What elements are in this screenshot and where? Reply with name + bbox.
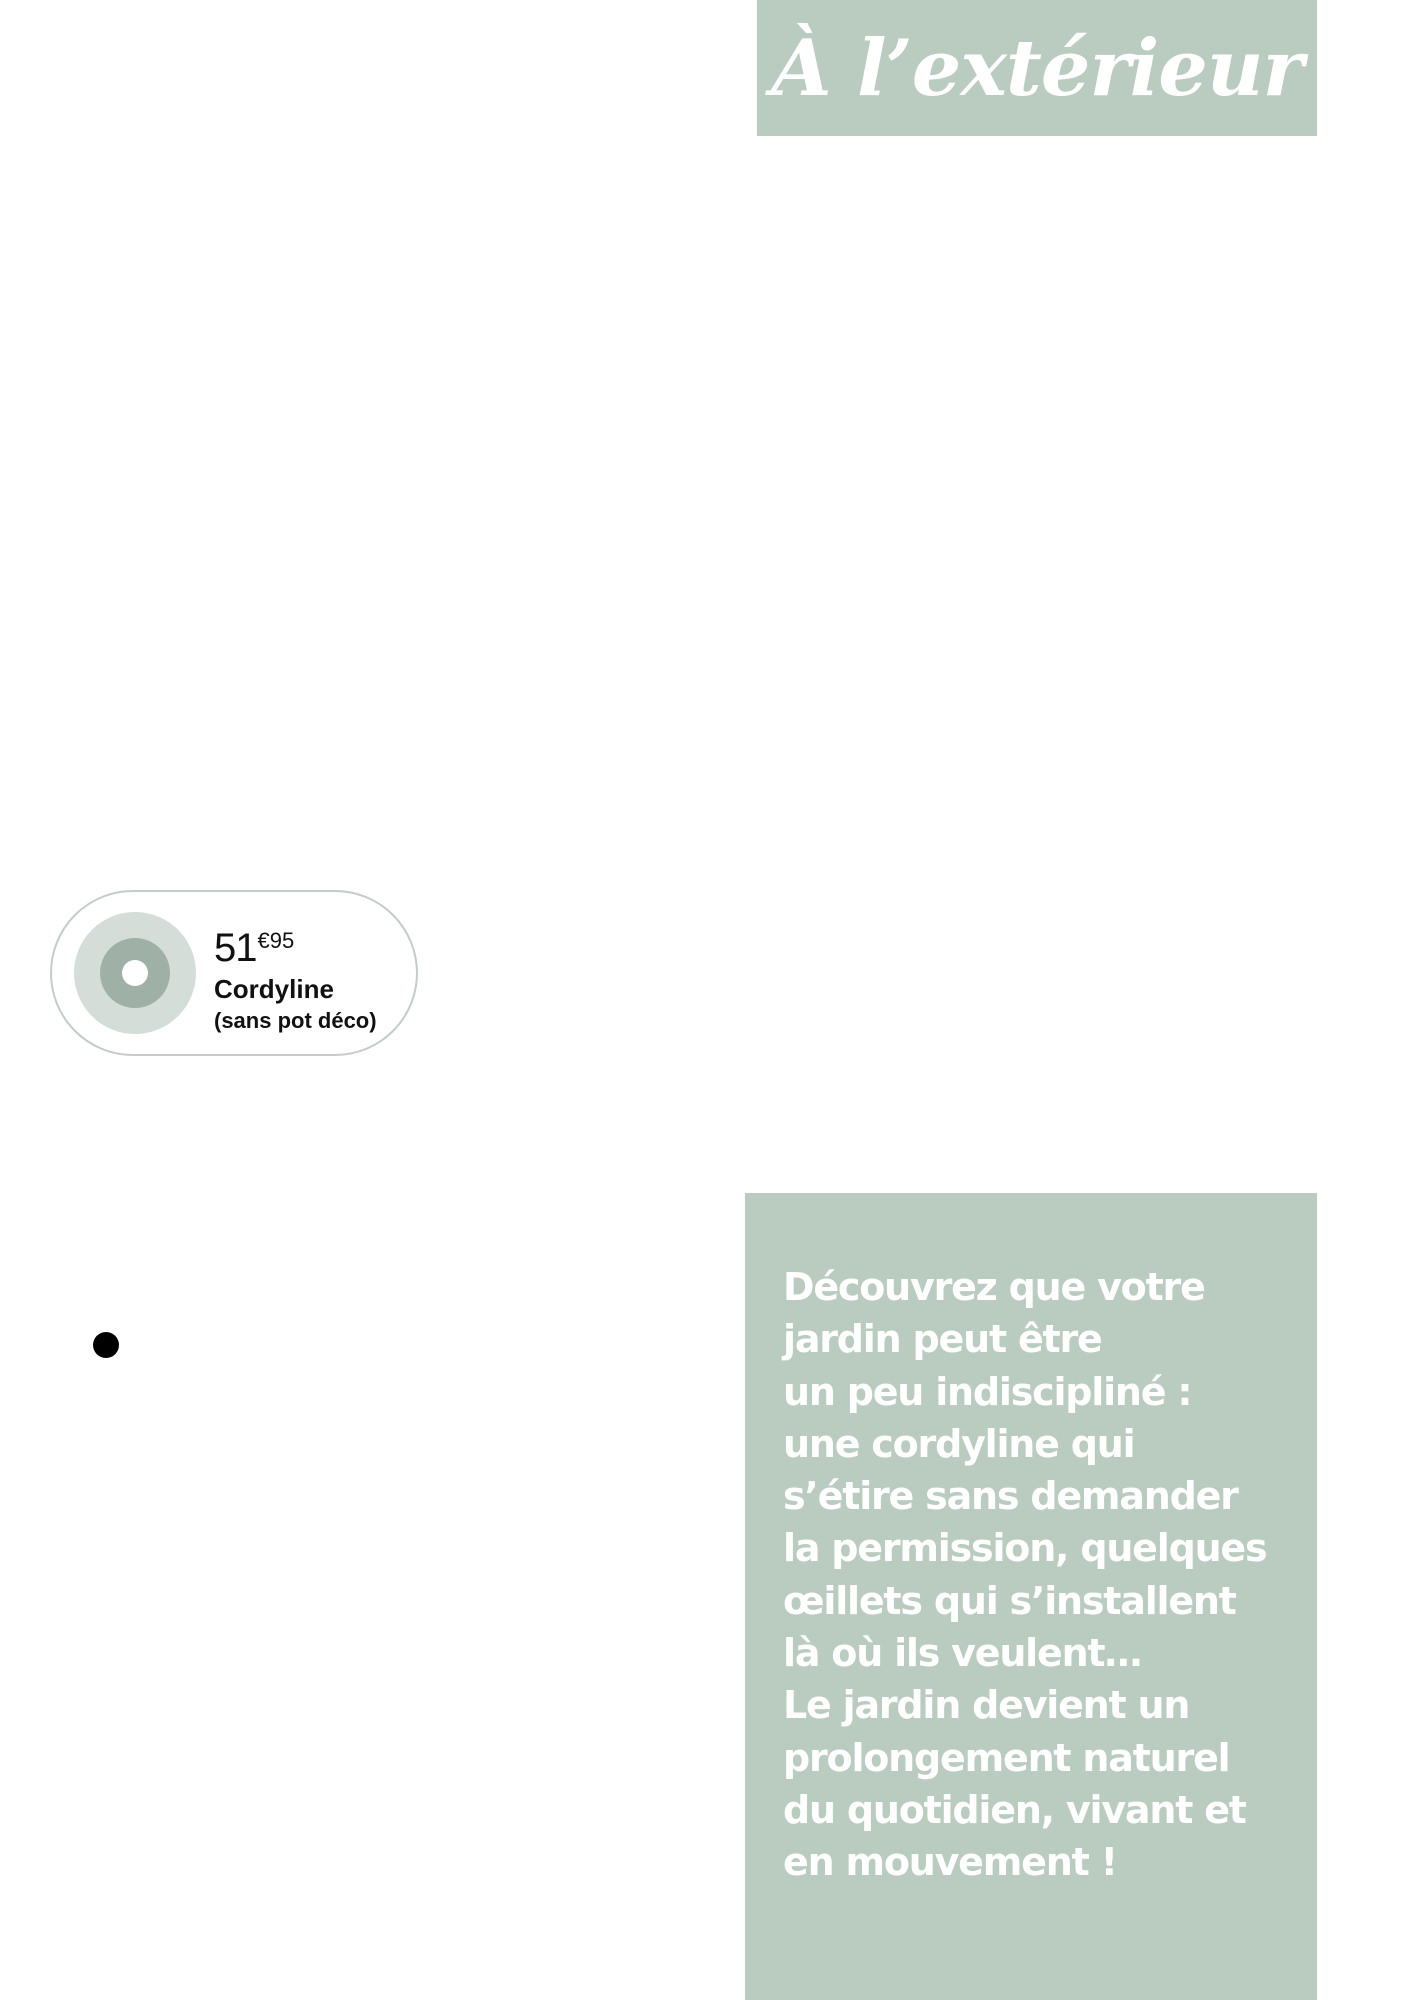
- price-cents: €95: [257, 928, 295, 953]
- page-title: À l’extérieur: [771, 22, 1303, 114]
- description-line: là où ils veulent…: [783, 1631, 1142, 1676]
- circle-ring-icon: [74, 912, 196, 1034]
- bullet-dot-icon: [93, 1332, 119, 1358]
- product-name: Cordyline: [214, 974, 334, 1004]
- price: [214, 928, 377, 968]
- description-box: [745, 1193, 1317, 2000]
- description-line: Découvrez que votre: [783, 1265, 1205, 1309]
- price-euros: 51: [214, 926, 257, 970]
- price-tag: [50, 890, 418, 1056]
- description-text: [783, 1261, 1303, 1889]
- product-note: (sans pot déco): [214, 1008, 377, 1033]
- description-line: Le jardin devient un: [783, 1683, 1190, 1728]
- description-line: une cordyline qui: [783, 1421, 1135, 1466]
- description-line: prolongement naturel: [783, 1735, 1230, 1780]
- description-line: la permission, quelques: [783, 1526, 1267, 1571]
- description-line: un peu indiscipliné :: [783, 1369, 1192, 1414]
- title-banner: [757, 0, 1317, 136]
- description-line: s’étire sans demander: [783, 1474, 1238, 1519]
- description-line: en mouvement !: [783, 1840, 1117, 1885]
- description-line: œillets qui s’installent: [783, 1578, 1236, 1623]
- price-info: [214, 928, 377, 1034]
- circle-ring-icon-center: [122, 960, 148, 986]
- description-line: du quotidien, vivant et: [783, 1787, 1246, 1832]
- circle-ring-icon-ring: [100, 938, 170, 1008]
- description-line: jardin peut être: [783, 1317, 1102, 1362]
